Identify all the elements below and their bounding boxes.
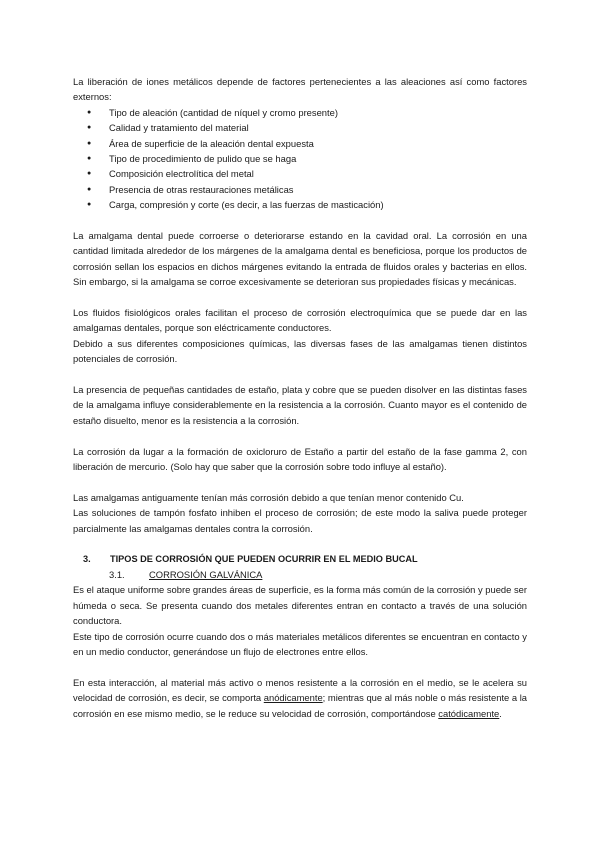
list-item: ● Carga, compresión y corte (es decir, a las fuerzas de masticación) [73,197,527,212]
interaction-paragraph [73,675,527,721]
subsection-heading [73,567,527,582]
cathodic-term: catódicamente [438,707,500,719]
subsection-number: 3.1. [109,568,125,580]
interaction-text: . [499,707,502,719]
list-item: ● Calidad y tratamiento del material [73,120,527,135]
tin-paragraph: La presencia de pequeñas cantidades de estaño, plata y cobre que se pueden disolver en las distintas fases de la amalgama influye considerablemente en la resistencia a la corrosión. Cuanto mayor es el contenido de estaño disuelto, menor es la resistencia a la corrosión. [73,384,527,426]
old-amalgams-paragraph: Las amalgamas antiguamente tenían más corrosión debido a que tenían menor contenido Cu. [73,491,464,503]
list-item: ● Tipo de aleación (cantidad de níquel y cromo presente) [73,105,527,120]
intro-paragraph: La liberación de iones metálicos depende de factores pertenecientes a las aleaciones así como factores externos: [73,76,527,103]
section-number: 3. [83,553,91,564]
factors-list [73,105,527,213]
fluids-paragraph: Los fluidos fisiológicos orales facilitan el proceso de corrosión electroquímica que se puede dar en las amalgamas dentales, porque son eléctricamente conductores. [73,307,527,334]
anodic-term: anódicamente [263,692,323,704]
list-item: ● Tipo de procedimiento de pulido que se haga [73,151,527,166]
list-item: ● Composición electrolítica del metal [73,166,527,181]
galvanic-paragraph: Es el ataque uniforme sobre grandes áreas de superficie, es la forma más común de la corrosión y puede ser húmeda o seca. Se presenta cuando dos metales diferentes entran en contacto a través de una solución conductora. [73,584,527,627]
galvanic-contact-paragraph: Este tipo de corrosión ocurre cuando dos o más materiales metálicos diferentes se encuentran en contacto y en un medio conductor, generándose un flujo de electrones entre ellos. [73,630,527,657]
section-title: TIPOS DE CORROSIÓN QUE PUEDEN OCURRIR EN EL MEDIO BUCAL [110,553,418,564]
subsection-title: CORROSIÓN GALVÁNICA [149,568,263,580]
phases-paragraph: Debido a sus diferentes composiciones químicas, las diversas fases de las amalgamas tienen distintos potenciales de corrosión. [73,337,527,365]
amalgam-paragraph: La amalgama dental puede corroerse o deteriorarse estando en la cavidad oral. La corrosión en una cantidad limitada alrededor de los márgenes de la amalgama dental es beneficiosa, porque los productos de corrosión sellan los espacios en dichos márgenes evitando la entrada de fluidos orales y bacterias en ellos. Sin embargo, si la amalgama se corroe excesivamente se deterioran sus propiedades físicas y mecánicas. [73,230,527,288]
interaction-text: ; mientras que al más noble o más resistente a la corrosión en ese mismo medio, se le reduce su velocidad de corrosión, comportándose [73,692,527,719]
section-heading [73,552,527,567]
buffer-paragraph: Las soluciones de tampón fosfato inhiben el proceso de corrosión; de este modo la saliva puede proteger parcialmente las amalgamas dentales contra la corrosión. [73,507,527,534]
list-item: ● Presencia de otras restauraciones metálicas [73,182,527,197]
oxychloride-paragraph: La corrosión da lugar a la formación de oxicloruro de Estaño a partir del estaño de la fase gamma 2, con liberación de mercurio. (Solo hay que saber que la corrosión sobre todo influye al estaño). [73,445,527,473]
interaction-text: En esta interacción, al material más activo o menos resistente a la corrosión en el medio, se le acelera su velocidad de corrosión, es decir, se comporta [73,676,527,704]
list-item: ● Área de superficie de la aleación dental expuesta [73,136,527,151]
document-page [73,74,527,721]
